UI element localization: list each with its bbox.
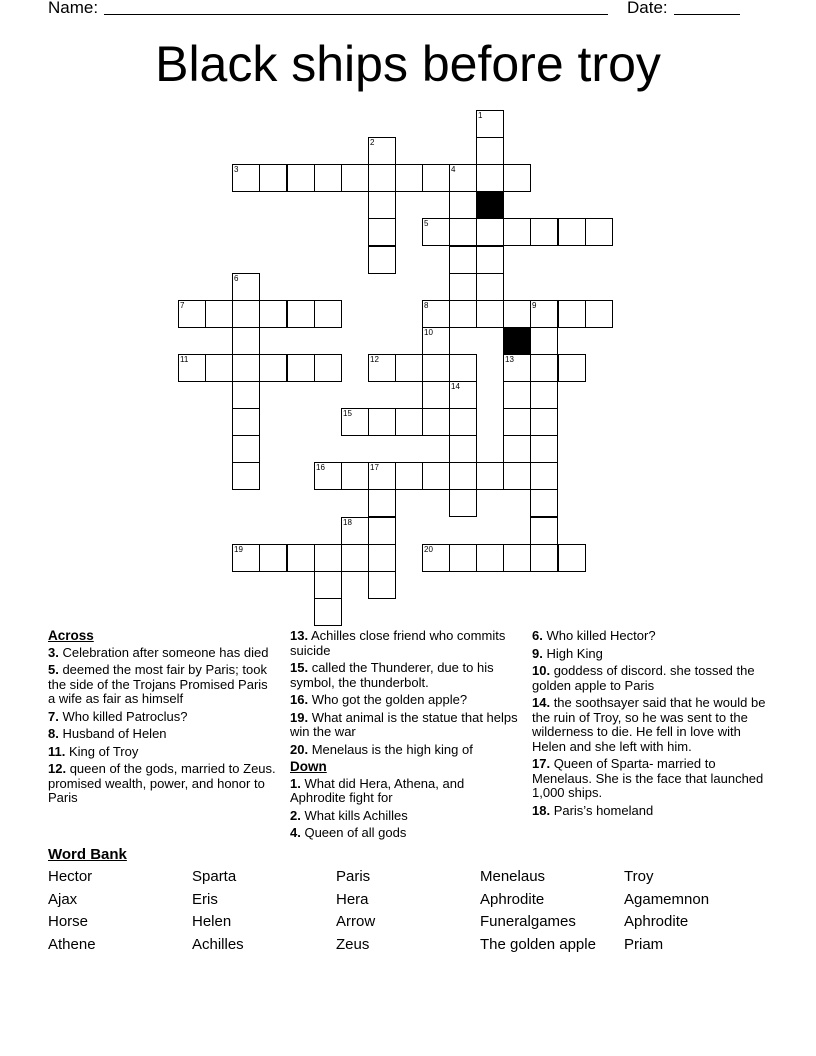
name-label: Name:	[48, 0, 99, 17]
grid-cell[interactable]	[259, 300, 287, 328]
clue	[290, 693, 522, 708]
clue-text: Husband of Helen	[58, 726, 167, 741]
grid-cell[interactable]	[232, 164, 260, 192]
grid-cell[interactable]	[368, 246, 396, 274]
black-cell	[476, 191, 504, 219]
cell-number: 16	[316, 463, 325, 472]
cell-number: 6	[234, 274, 239, 283]
grid-cell[interactable]	[341, 544, 369, 572]
grid-cell[interactable]	[449, 381, 477, 409]
cell-number: 17	[370, 463, 379, 472]
grid-cell[interactable]	[503, 300, 531, 328]
clue	[48, 762, 276, 806]
clue	[290, 661, 522, 690]
grid-cell[interactable]	[449, 544, 477, 572]
cell-number: 1	[478, 111, 483, 120]
clue	[532, 629, 768, 644]
clue	[48, 727, 276, 742]
grid-cell[interactable]	[314, 300, 342, 328]
clue-number: 16.	[290, 692, 309, 707]
grid-cell[interactable]	[314, 544, 342, 572]
grid-cell[interactable]	[314, 571, 342, 599]
clue-text: goddess of discord. she tossed the golden apple to Paris	[532, 663, 755, 693]
grid-cell[interactable]	[422, 164, 450, 192]
grid-cell[interactable]	[530, 517, 558, 545]
clues-column-3	[532, 629, 768, 821]
clue-number: 17.	[532, 756, 551, 771]
grid-cell[interactable]	[368, 544, 396, 572]
cell-number: 11	[180, 355, 189, 364]
grid-cell[interactable]	[395, 462, 423, 490]
word-bank-item: Helen	[192, 913, 232, 930]
grid-cell[interactable]	[476, 246, 504, 274]
clue-number: 9.	[532, 645, 543, 661]
grid-cell[interactable]	[314, 164, 342, 192]
clue	[290, 711, 522, 740]
clue	[290, 777, 522, 806]
grid-cell[interactable]	[368, 191, 396, 219]
grid-cell[interactable]	[503, 435, 531, 463]
grid-cell[interactable]	[503, 354, 531, 382]
clue	[532, 696, 768, 754]
cell-number: 4	[451, 165, 456, 174]
grid-cell[interactable]	[287, 354, 315, 382]
word-bank-item: Menelaus	[480, 868, 546, 885]
word-bank-item: The golden apple	[480, 936, 596, 953]
grid-cell[interactable]	[422, 408, 450, 436]
word-bank-item: Achilles	[192, 936, 244, 953]
grid-cell[interactable]	[476, 137, 504, 165]
grid-cell[interactable]	[314, 354, 342, 382]
grid-cell[interactable]	[476, 218, 504, 246]
word-bank-item: Hera	[336, 891, 369, 908]
clue	[48, 663, 276, 707]
grid-cell[interactable]	[287, 544, 315, 572]
grid-cell[interactable]	[205, 354, 233, 382]
clue-text: the soothsayer said that he would be the ruin of Troy, so he was sent to the wilderness to die. He fell in love with Helen and she left with him.	[532, 695, 766, 754]
clue	[532, 664, 768, 693]
grid-cell[interactable]	[232, 544, 260, 572]
grid-cell[interactable]	[232, 408, 260, 436]
grid-cell[interactable]	[368, 218, 396, 246]
cell-number: 9	[532, 301, 537, 310]
word-bank-heading: Word Bank	[48, 846, 127, 863]
clue-number: 5.	[48, 662, 59, 677]
clue-number: 8.	[48, 726, 59, 741]
grid-cell[interactable]	[341, 164, 369, 192]
grid-cell[interactable]	[530, 327, 558, 355]
clue-text: deemed the most fair by Paris; took the side of the Trojans Promised Paris a wife as fair as himself	[48, 662, 268, 706]
word-bank-item: Paris	[336, 868, 371, 885]
clue	[48, 745, 276, 760]
clue-number: 19.	[290, 709, 309, 725]
grid-cell[interactable]	[368, 489, 396, 517]
grid-cell[interactable]	[530, 435, 558, 463]
clue-number: 10.	[532, 663, 551, 678]
cell-number: 14	[451, 382, 460, 391]
grid-cell[interactable]	[422, 327, 450, 355]
grid-cell[interactable]	[449, 191, 477, 219]
word-bank-item: Agamemnon	[624, 891, 710, 908]
grid-cell[interactable]	[449, 246, 477, 274]
clue-text: Achilles close friend who commits suicide	[290, 628, 506, 658]
grid-cell[interactable]	[395, 408, 423, 436]
clue-number: 6.	[532, 628, 543, 643]
grid-cell[interactable]	[503, 408, 531, 436]
grid-cell[interactable]	[449, 408, 477, 436]
grid-cell[interactable]	[232, 327, 260, 355]
grid-cell[interactable]	[503, 381, 531, 409]
clue-text: Queen of all gods	[300, 825, 407, 840]
grid-cell[interactable]	[449, 435, 477, 463]
grid-cell[interactable]	[368, 354, 396, 382]
clue-text: called the Thunderer, due to his symbol, the thunderbolt.	[290, 660, 494, 690]
grid-cell[interactable]	[259, 354, 287, 382]
clue-text: queen of the gods, married to Zeus. promised wealth, power, and honor to Paris	[48, 761, 276, 805]
cell-number: 12	[370, 355, 379, 364]
cell-number: 7	[180, 301, 185, 310]
word-bank-item: Zeus	[336, 936, 370, 953]
grid-cell[interactable]	[368, 137, 396, 165]
grid-cell[interactable]	[287, 164, 315, 192]
grid-cell[interactable]	[232, 435, 260, 463]
grid-cell[interactable]	[476, 462, 504, 490]
cell-number: 15	[343, 409, 352, 418]
clue-text: King of Troy	[65, 743, 139, 759]
word-bank-item: Aphrodite	[480, 891, 545, 908]
clue	[48, 646, 276, 661]
grid-cell[interactable]	[449, 300, 477, 328]
grid-cell[interactable]	[503, 164, 531, 192]
grid-cell[interactable]	[503, 462, 531, 490]
clue-text: Celebration after someone has died	[58, 644, 269, 660]
word-bank-item: Hector	[48, 868, 93, 885]
grid-cell[interactable]	[530, 462, 558, 490]
grid-cell[interactable]	[287, 300, 315, 328]
grid-cell[interactable]	[449, 164, 477, 192]
grid-cell[interactable]	[530, 544, 558, 572]
word-bank-item: Funeralgames	[480, 913, 576, 930]
clue	[290, 809, 522, 824]
word-bank-item: Priam	[624, 936, 664, 953]
grid-cell[interactable]	[530, 489, 558, 517]
word-bank-item: Aphrodite	[624, 913, 689, 930]
grid-cell[interactable]	[585, 218, 613, 246]
grid-cell[interactable]	[449, 489, 477, 517]
grid-cell[interactable]	[422, 381, 450, 409]
clue-number: 20.	[290, 741, 309, 757]
cell-number: 13	[505, 355, 514, 364]
grid-cell[interactable]	[530, 300, 558, 328]
clue-text: Paris’s homeland	[550, 802, 654, 818]
across-clue-list	[48, 646, 276, 806]
across-clue-list-continued	[290, 629, 522, 757]
clue-number: 11.	[48, 743, 66, 759]
grid-cell[interactable]	[530, 218, 558, 246]
grid-cell[interactable]	[585, 300, 613, 328]
grid-cell[interactable]	[395, 354, 423, 382]
grid-cell[interactable]	[476, 273, 504, 301]
word-bank-item: Athene	[48, 936, 96, 953]
down-clue-list-continued	[532, 629, 768, 818]
clue-number: 18.	[532, 802, 551, 818]
clue-number: 7.	[48, 708, 59, 724]
grid-cell[interactable]	[476, 110, 504, 138]
grid-cell[interactable]	[395, 164, 423, 192]
clues-column-1	[48, 629, 276, 809]
date-label: Date:	[627, 0, 668, 17]
word-bank-item: Ajax	[48, 891, 78, 908]
grid-cell[interactable]	[259, 544, 287, 572]
cell-number: 8	[424, 301, 429, 310]
clue	[290, 826, 522, 841]
grid-cell[interactable]	[530, 354, 558, 382]
word-bank-item: Sparta	[192, 868, 237, 885]
grid-cell[interactable]	[530, 381, 558, 409]
grid-cell[interactable]	[232, 381, 260, 409]
clue	[48, 710, 276, 725]
across-heading: Across	[48, 628, 94, 643]
grid-cell[interactable]	[368, 571, 396, 599]
clue-number: 12.	[48, 761, 67, 776]
grid-cell[interactable]	[422, 354, 450, 382]
grid-cell[interactable]	[449, 218, 477, 246]
page-title: Black ships before troy	[155, 36, 661, 92]
down-heading: Down	[290, 759, 327, 774]
grid-cell[interactable]	[476, 300, 504, 328]
clue-text: Queen of Sparta- married to Menelaus. She is the face that launched 1,000 ships.	[532, 756, 764, 800]
clue-text: Who got the golden apple?	[308, 692, 468, 707]
grid-cell[interactable]	[205, 300, 233, 328]
grid-cell[interactable]	[341, 462, 369, 490]
clue-text: What did Hera, Athena, and Aphrodite fight for	[290, 775, 465, 805]
clue-number: 3.	[48, 644, 59, 660]
grid-cell[interactable]	[476, 544, 504, 572]
black-cell	[503, 327, 531, 355]
clue-text: High King	[542, 645, 603, 661]
grid-cell[interactable]	[558, 354, 586, 382]
grid-cell[interactable]	[232, 300, 260, 328]
grid-cell[interactable]	[530, 408, 558, 436]
grid-cell[interactable]	[232, 354, 260, 382]
grid-cell[interactable]	[259, 164, 287, 192]
word-bank-item: Horse	[48, 913, 89, 930]
grid-cell[interactable]	[178, 300, 206, 328]
grid-cell[interactable]	[368, 164, 396, 192]
grid-cell[interactable]	[314, 598, 342, 626]
grid-cell[interactable]	[422, 462, 450, 490]
grid-cell[interactable]	[476, 164, 504, 192]
clue-number: 4.	[290, 825, 301, 840]
grid-cell[interactable]	[558, 300, 586, 328]
grid-cell[interactable]	[232, 462, 260, 490]
grid-cell[interactable]	[368, 408, 396, 436]
clue-text: Who killed Patroclus?	[58, 708, 188, 724]
cell-number: 2	[370, 138, 375, 147]
grid-cell[interactable]	[558, 544, 586, 572]
clue-number: 14.	[532, 695, 551, 710]
grid-cell[interactable]	[341, 408, 369, 436]
grid-cell[interactable]	[368, 517, 396, 545]
grid-cell[interactable]	[422, 218, 450, 246]
grid-cell[interactable]	[449, 273, 477, 301]
clue-number: 2.	[290, 807, 301, 823]
grid-cell[interactable]	[503, 218, 531, 246]
clue	[532, 647, 768, 662]
word-bank-item: Eris	[192, 891, 218, 908]
clue	[290, 629, 522, 658]
cell-number: 19	[234, 545, 243, 554]
cell-number: 20	[424, 545, 433, 554]
grid-cell[interactable]	[232, 273, 260, 301]
clue-number: 1.	[290, 775, 301, 791]
grid-cell[interactable]	[368, 462, 396, 490]
clue-text: What kills Achilles	[300, 807, 408, 823]
clue-text: What animal is the statue that helps win the war	[290, 709, 518, 739]
down-clue-list	[290, 777, 522, 841]
clue-text: Who killed Hector?	[542, 628, 656, 643]
grid-cell[interactable]	[422, 300, 450, 328]
clues-column-2	[290, 629, 522, 844]
clue	[532, 757, 768, 801]
clue-text: Menelaus is the high king of	[308, 741, 473, 757]
cell-number: 5	[424, 219, 429, 228]
grid-cell[interactable]	[503, 544, 531, 572]
cell-number: 3	[234, 165, 239, 174]
cell-number: 18	[343, 518, 352, 527]
clue	[290, 743, 522, 758]
grid-cell[interactable]	[314, 462, 342, 490]
word-bank-item: Arrow	[336, 913, 376, 930]
clue	[532, 804, 768, 819]
cell-number: 10	[424, 328, 433, 337]
grid-cell[interactable]	[422, 544, 450, 572]
word-bank-item: Troy	[624, 868, 654, 885]
grid-cell[interactable]	[558, 218, 586, 246]
grid-cell[interactable]	[178, 354, 206, 382]
clue-number: 15.	[290, 660, 309, 675]
grid-cell[interactable]	[341, 517, 369, 545]
clue-number: 13.	[290, 628, 309, 643]
grid-cell[interactable]	[449, 462, 477, 490]
grid-cell[interactable]	[449, 354, 477, 382]
